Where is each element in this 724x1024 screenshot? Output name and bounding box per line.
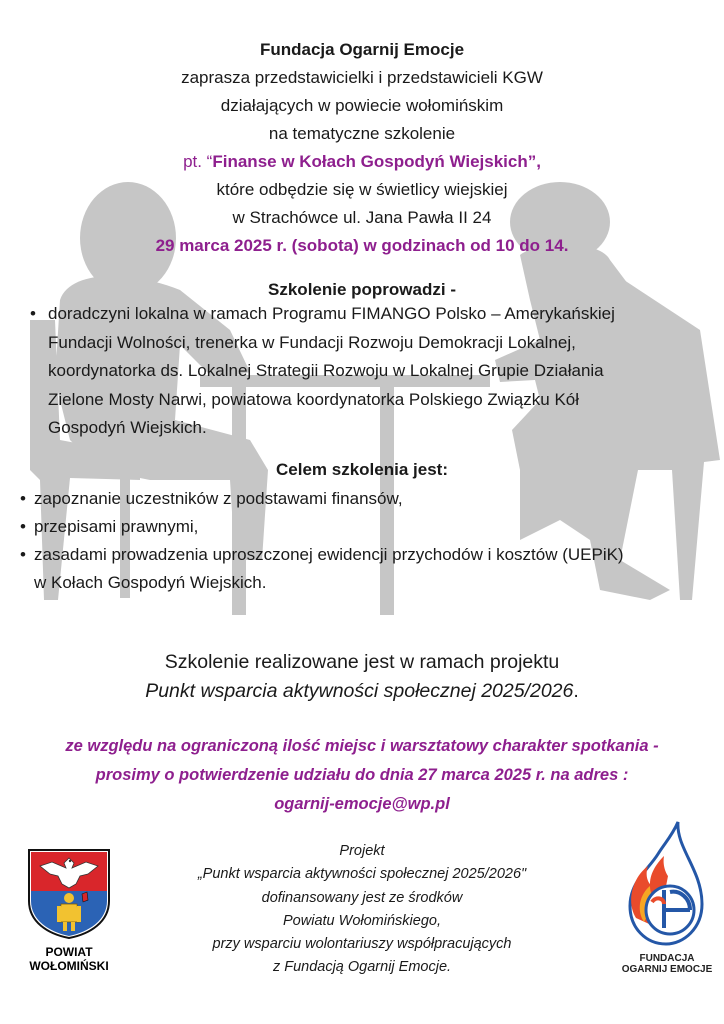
bullet-icon: • bbox=[30, 304, 36, 323]
goal-line: zapoznanie uczestników z podstawami finansów, bbox=[34, 489, 403, 508]
bullet-icon: • bbox=[20, 489, 26, 508]
trainer-line: doradczyni lokalna w ramach Programu FIMANGO Polsko – Amerykańskiej bbox=[48, 304, 615, 323]
training-title-line bbox=[0, 148, 724, 176]
project-name: Punkt wsparcia aktywności społecznej 2025/2026 bbox=[145, 680, 574, 702]
trainer-line: Zielone Mosty Narwi, powiatowa koordynatorka Polskiego Związku Kół bbox=[48, 389, 580, 409]
foundation-logo bbox=[618, 818, 716, 975]
venue-address: w Strachówce ul. Jana Pawła II 24 bbox=[232, 208, 492, 227]
funding-line: „Punkt wsparcia aktywności społecznej 2025/2026" bbox=[197, 866, 527, 883]
goal-line: zasadami prowadzenia uproszczonej ewidencji przychodów i kosztów (UEPiK) bbox=[34, 545, 624, 564]
list-item bbox=[16, 485, 716, 513]
foundation-flame-logo-icon bbox=[618, 818, 716, 948]
invitation-line-3: na tematyczne szkolenie bbox=[268, 124, 456, 143]
funding-line: dofinansowany jest ze środków bbox=[261, 889, 463, 906]
trainer-line: Gospodyń Wiejskich. bbox=[48, 418, 207, 437]
county-logo bbox=[24, 846, 114, 973]
trainer-line: Fundacji Wolności, trenerka w Fundacji Rozwoju Demokracji Lokalnej, bbox=[48, 332, 576, 352]
bullet-icon: • bbox=[20, 545, 26, 564]
notice-line-2: prosimy o potwierdzenie udziału do dnia 27 marca 2025 r. na adres : bbox=[95, 766, 629, 784]
project-info bbox=[0, 648, 724, 706]
registration-notice bbox=[0, 732, 724, 819]
trainer-line: koordynatorka ds. Lokalnej Strategii Rozwoju w Lokalnej Grupie Działania bbox=[48, 361, 604, 380]
project-line-1: Szkolenie realizowane jest w ramach projektu bbox=[164, 651, 560, 673]
contact-email[interactable]: ogarnij-emocje@wp.pl bbox=[274, 795, 450, 813]
project-name-line bbox=[0, 677, 724, 706]
funding-line: Powiatu Wołomińskiego, bbox=[283, 912, 441, 929]
invitation-line-2: działających w powiecie wołomińskim bbox=[220, 96, 504, 115]
list-item bbox=[16, 541, 716, 597]
notice-line-1: ze względu na ograniczoną ilość miejsc i warsztatowy charakter spotkania - bbox=[65, 737, 659, 755]
funding-line: Projekt bbox=[339, 843, 385, 859]
bullet-icon: • bbox=[20, 517, 26, 536]
event-date: 29 marca 2025 r. (sobota) w godzinach od 10 do 14. bbox=[155, 236, 569, 255]
county-label-line-1: POWIAT bbox=[45, 945, 93, 959]
goals-list bbox=[16, 485, 716, 597]
venue-line-1: które odbędzie się w świetlicy wiejskiej bbox=[216, 180, 508, 199]
invitation-line-1: zaprasza przedstawicielki i przedstawicieli KGW bbox=[181, 68, 543, 87]
funding-line: z Fundacją Ogarnij Emocje. bbox=[272, 959, 452, 976]
trainer-heading: Szkolenie poprowadzi - bbox=[268, 280, 456, 299]
training-title-prefix: pt. “ bbox=[183, 152, 213, 171]
list-item bbox=[26, 300, 696, 443]
foundation-label-line-2: OGARNIJ EMOCJE bbox=[621, 964, 713, 975]
invitation-header bbox=[0, 36, 724, 260]
county-crest-icon bbox=[24, 846, 114, 940]
training-title: Finanse w Kołach Gospodyń Wiejskich”, bbox=[212, 152, 541, 171]
goal-line: w Kołach Gospodyń Wiejskich. bbox=[34, 573, 267, 592]
goal-line: przepisami prawnymi, bbox=[34, 517, 199, 536]
list-item bbox=[16, 513, 716, 541]
project-name-period: . bbox=[573, 680, 579, 702]
goals-heading: Celem szkolenia jest: bbox=[276, 460, 448, 479]
organization-name: Fundacja Ogarnij Emocje bbox=[259, 40, 465, 59]
funding-note bbox=[150, 840, 574, 980]
foundation-label-line-1: FUNDACJA bbox=[639, 953, 695, 964]
funding-line: przy wsparciu wolontariuszy współpracujących bbox=[212, 936, 512, 953]
trainer-description-list bbox=[26, 300, 696, 443]
county-label-line-2: WOŁOMIŃSKI bbox=[29, 959, 109, 973]
